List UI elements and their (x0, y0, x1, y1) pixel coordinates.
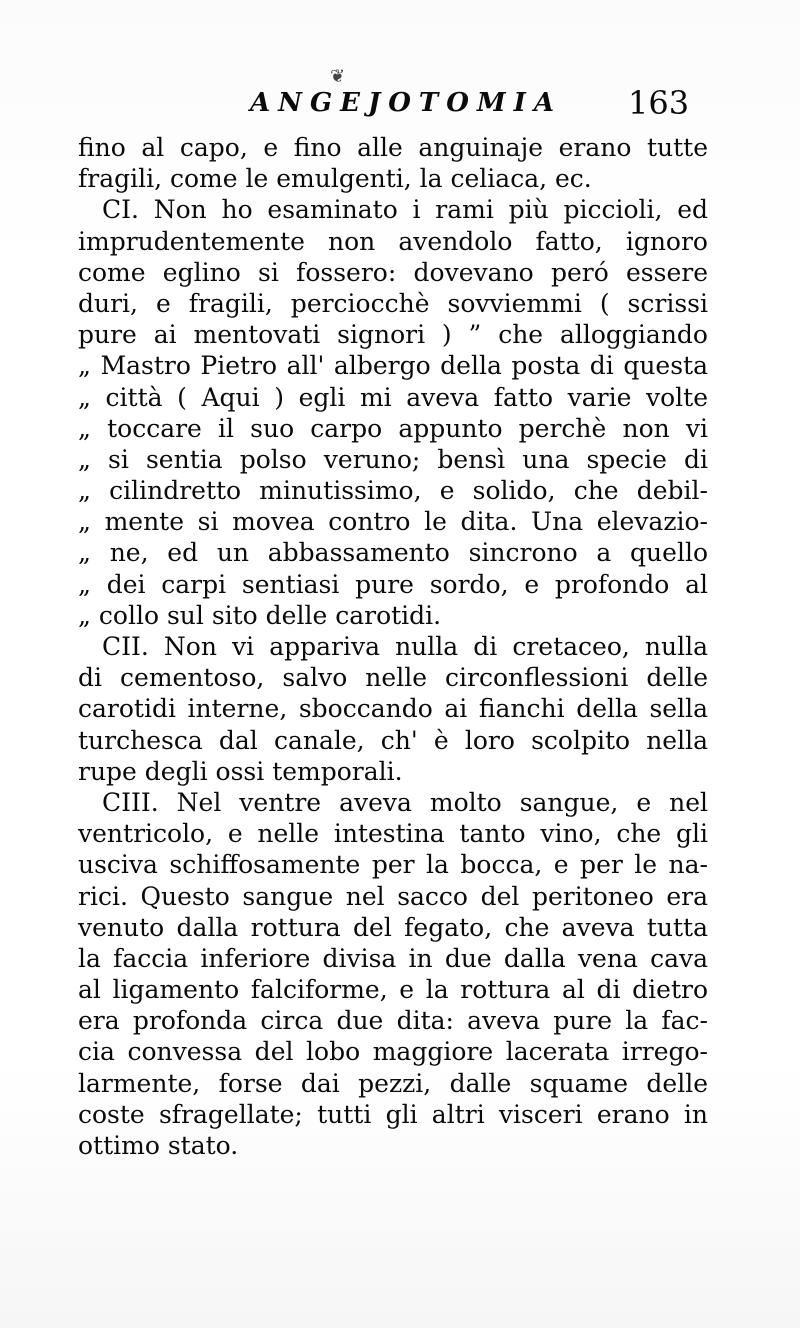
text-line: fino al capo, e fino alle anguinaje erano tutte (78, 133, 708, 162)
text-line: coste sfragellate; tutti gli altri visceri erano in (78, 1099, 708, 1129)
text-line: pure ai mentovati signori ) ” che alloggiando (78, 320, 708, 350)
text-line: ottimo stato. (78, 1131, 239, 1160)
text-line: era profonda circa due dita: aveva pure la fac- (78, 1006, 708, 1036)
quoted-line: „ cilindretto minutissimo, e solido, che debil- (78, 476, 708, 506)
text-line: larmente, forse dai pezzi, dalle squame delle (78, 1068, 708, 1098)
quoted-line: „ ne, ed un abbassamento sincrono a quello (78, 538, 708, 568)
quoted-line: „ Mastro Pietro all' albergo della posta di questa (78, 351, 708, 381)
text-line: la faccia inferiore divisa in due dalla vena cava (78, 943, 708, 973)
text-line: ventricolo, e nelle intestina tanto vino, che gli (78, 819, 708, 849)
body-text (78, 132, 708, 1161)
quoted-line: „ città ( Aqui ) egli mi aveva fatto varie volte (78, 382, 708, 412)
text-line: rupe degli ossi temporali. (78, 756, 403, 786)
text-line: venuto dalla rottura del fegato, che aveva tutta (78, 912, 708, 942)
text-line: fragili, come le emulgenti, la celiaca, ec. (78, 164, 592, 194)
paragraph-cii-start: CII. Non vi appariva nulla di cretaceo, nulla (102, 632, 708, 661)
text-line: come eglino si fossero: dovevano peró essere (78, 257, 708, 287)
text-line: carotidi interne, sboccando ai fianchi della sella (78, 694, 708, 724)
quoted-line: „ collo sul sito delle carotidi. (78, 600, 442, 630)
quoted-line: „ dei carpi sentiasi pure sordo, e profondo al (78, 569, 708, 599)
paragraph-ci-start: CI. Non ho esaminato i rami più piccioli, ed (102, 195, 708, 225)
text-line: turchesca dal canale, ch' è loro scolpito nella (78, 725, 708, 755)
text-line: di cementoso, salvo nelle circonflessioni delle (78, 663, 708, 693)
paragraph-ciii-start: CIII. Nel ventre aveva molto sangue, e nel (102, 787, 708, 817)
quoted-line: „ si sentia polso veruno; bensì una specie di (78, 444, 708, 474)
text-line: duri, e fragili, perciocchè sovviemmi ( scrissi (78, 288, 708, 318)
text-line: cia convessa del lobo maggiore lacerata irrego- (78, 1037, 708, 1067)
text-line: usciva schiffosamente per la bocca, e per le na- (78, 850, 708, 880)
header-ornament: ❦ (330, 66, 346, 87)
text-line: imprudentemente non avendolo fatto, ignoro (78, 226, 708, 256)
running-head-title: ANGEJOTOMIA (250, 88, 563, 118)
page-number: 163 (628, 84, 690, 122)
text-line: al ligamento falciforme, e la rottura al di dietro (78, 975, 708, 1005)
quoted-line: „ mente si movea contro le dita. Una elevazio- (78, 507, 708, 537)
text-line: rici. Questo sangue nel sacco del peritoneo era (78, 881, 708, 911)
quoted-line: „ toccare il suo carpo appunto perchè non vi (78, 413, 708, 443)
